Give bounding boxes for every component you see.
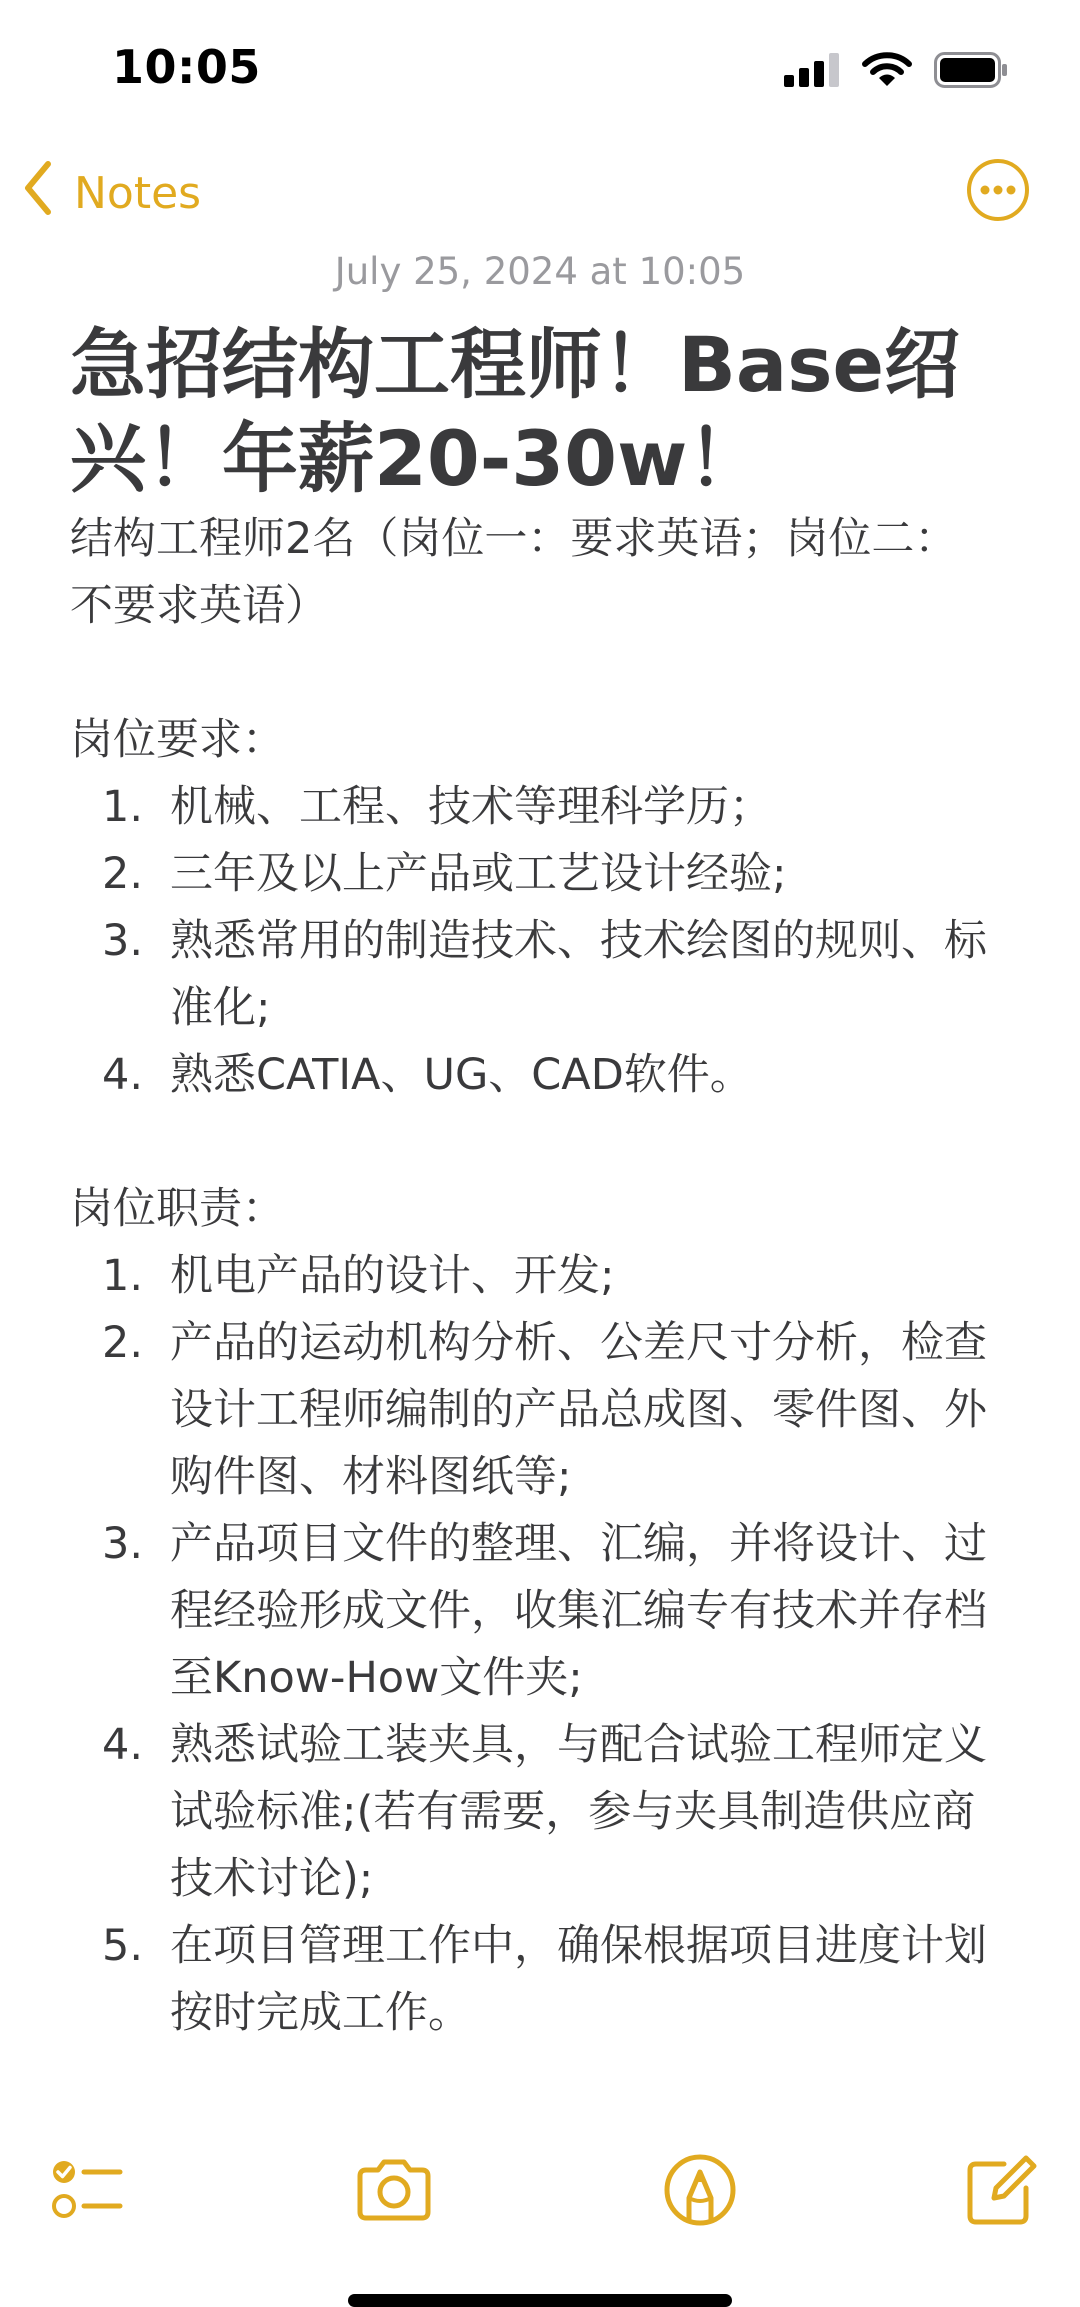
list-item-text: 熟悉常用的制造技术、技术绘图的规则、标准化;	[170, 916, 987, 1033]
markup-pen-icon	[660, 2215, 740, 2234]
list-item-text: 机械、工程、技术等理科学历；	[170, 782, 772, 832]
battery-icon	[934, 52, 1008, 92]
list-item-number: 2.	[102, 849, 144, 899]
checklist-icon	[48, 2215, 128, 2234]
list-item-number: 1.	[102, 782, 144, 832]
checklist-button[interactable]	[48, 2150, 128, 2230]
camera-icon	[354, 2215, 434, 2234]
ellipsis-circle-icon	[966, 207, 1030, 226]
note-body[interactable]	[70, 318, 1000, 2047]
list-item	[70, 1913, 1000, 2047]
compose-button[interactable]	[960, 2150, 1040, 2230]
note-date: July 25, 2024 at 10:05	[334, 250, 746, 293]
list-item-number: 4.	[102, 1720, 144, 1770]
list-item-number: 3.	[102, 1519, 144, 1569]
status-icons	[784, 52, 1008, 92]
list-item-text: 熟悉试验工装夹具，与配合试验工程师定义试验标准;(若有需要，参与夹具制造供应商技术讨论);	[170, 1720, 987, 1904]
cellular-signal-icon	[784, 53, 840, 91]
list-item-number: 3.	[102, 916, 144, 966]
requirements-heading: 岗位要求：	[70, 715, 285, 765]
list-item-text: 产品项目文件的整理、汇编，并将设计、过程经验形成文件，收集汇编专有技术并存档至Know-How文件夹;	[170, 1519, 987, 1703]
blank-line	[70, 640, 1000, 707]
status-bar	[0, 0, 1080, 140]
back-button[interactable]	[22, 160, 201, 227]
home-indicator	[348, 2294, 732, 2307]
wifi-icon	[862, 52, 912, 92]
blank-line	[70, 1109, 1000, 1176]
markup-button[interactable]	[660, 2150, 740, 2230]
list-item	[70, 1511, 1000, 1712]
list-item-text: 产品的运动机构分析、公差尺寸分析，检查设计工程师编制的产品总成图、零件图、外购件图、材料图纸等;	[170, 1318, 987, 1502]
duties-list	[70, 1243, 1000, 2047]
note-text	[70, 506, 1000, 2047]
list-item	[70, 1042, 1000, 1109]
more-button[interactable]	[966, 158, 1030, 222]
list-item-text: 机电产品的设计、开发;	[170, 1251, 615, 1301]
list-item	[70, 841, 1000, 908]
list-item-text: 三年及以上产品或工艺设计经验;	[170, 849, 787, 899]
camera-button[interactable]	[354, 2150, 434, 2230]
list-item	[70, 1243, 1000, 1310]
list-item-number: 2.	[102, 1318, 144, 1368]
note-title: 急招结构工程师！Base绍兴！年薪20-30w！	[70, 320, 960, 503]
duties-heading: 岗位职责：	[70, 1184, 285, 1234]
note-intro: 结构工程师2名（岗位一：要求英语；岗位二：不要求英语）	[70, 514, 958, 631]
list-item-number: 1.	[102, 1251, 144, 1301]
list-item	[70, 908, 1000, 1042]
list-item-number: 5.	[102, 1921, 144, 1971]
back-button-label: Notes	[74, 168, 202, 219]
compose-icon	[960, 2215, 1040, 2234]
list-item	[70, 1712, 1000, 1913]
bottom-toolbar	[0, 2140, 1080, 2240]
status-time: 10:05	[112, 40, 261, 94]
requirements-list	[70, 774, 1000, 1109]
list-item-number: 4.	[102, 1050, 144, 1100]
nav-bar	[0, 150, 1080, 240]
list-item	[70, 774, 1000, 841]
list-item-text: 在项目管理工作中，确保根据项目进度计划按时完成工作。	[170, 1921, 987, 2038]
list-item-text: 熟悉CATIA、UG、CAD软件。	[170, 1050, 753, 1100]
list-item	[70, 1310, 1000, 1511]
chevron-left-icon	[22, 160, 54, 227]
